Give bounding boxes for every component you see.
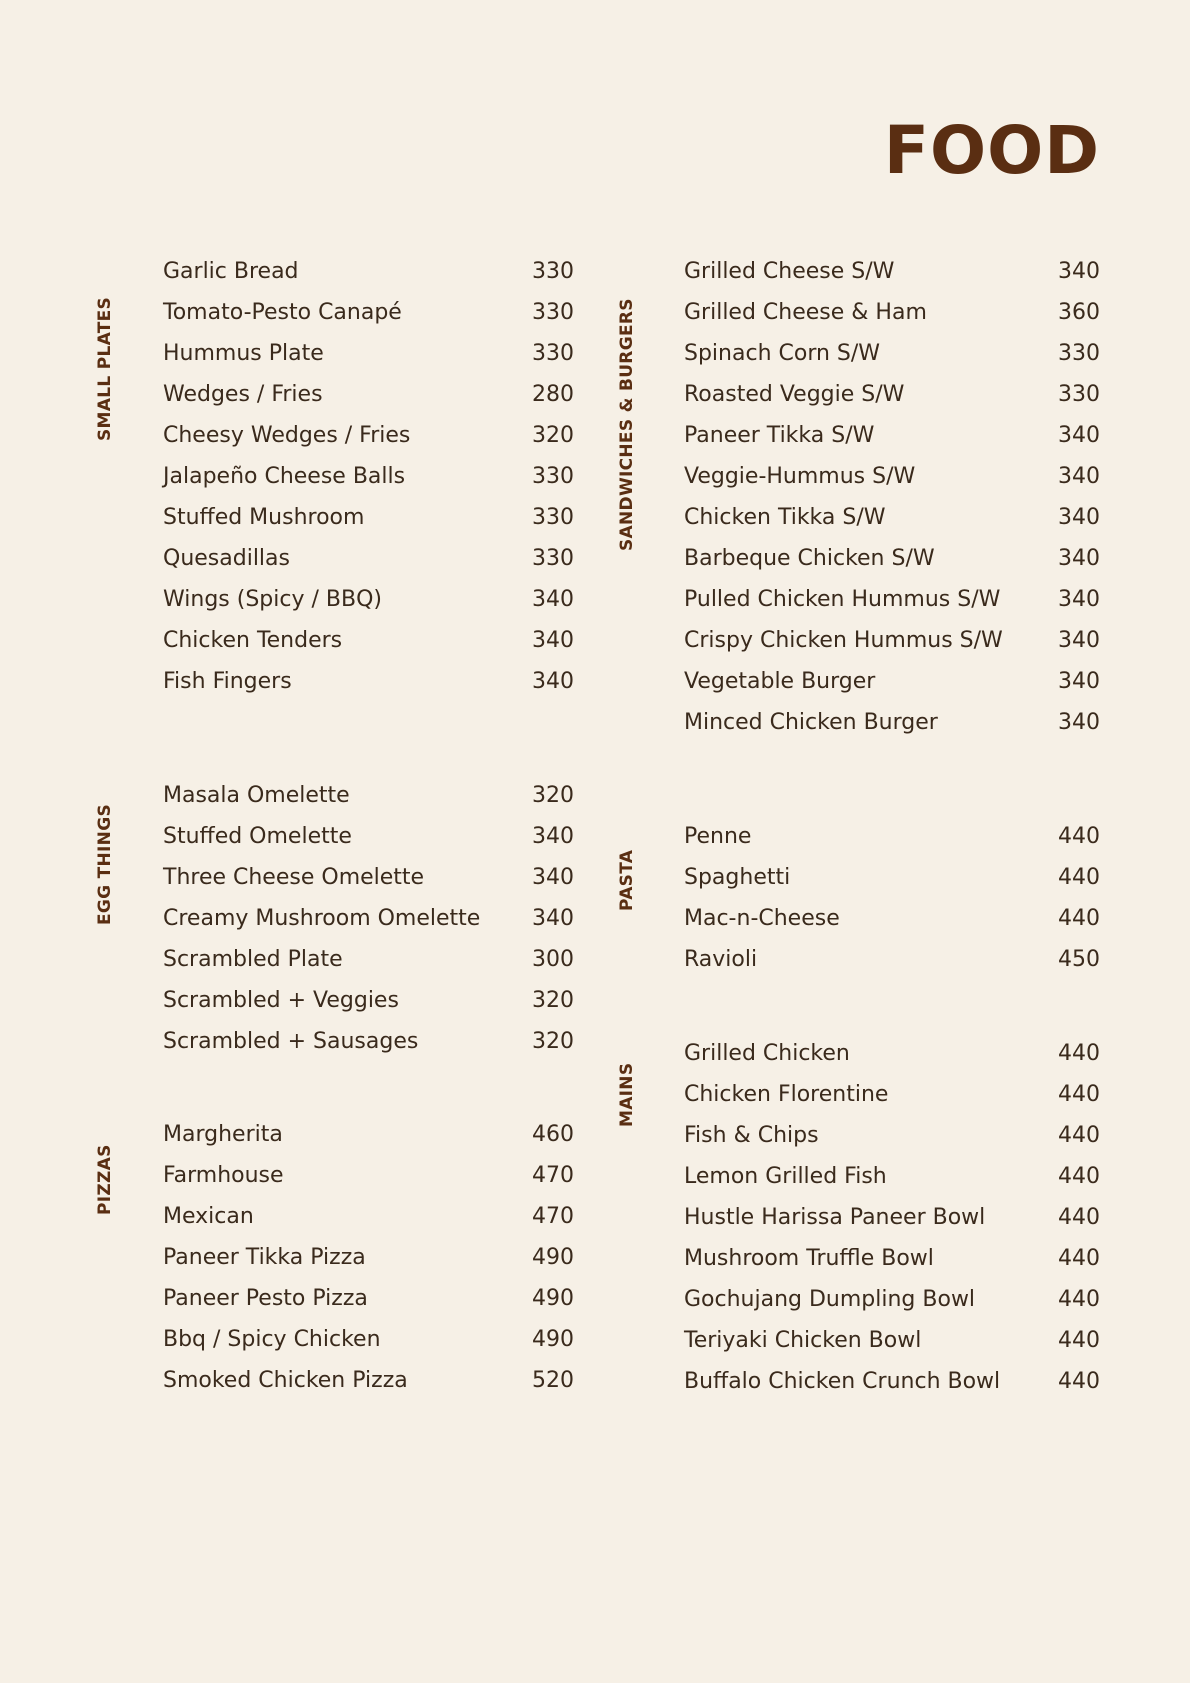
menu-item <box>163 939 574 980</box>
menu-item <box>163 980 574 1021</box>
menu-item-name: Scrambled + Veggies <box>163 988 399 1013</box>
menu-item <box>163 620 574 661</box>
menu-item <box>684 702 1100 743</box>
menu-item <box>163 292 574 333</box>
menu-item-name: Grilled Cheese & Ham <box>684 300 927 325</box>
menu-item-list <box>684 816 1100 980</box>
menu-item-name: Mexican <box>163 1204 254 1229</box>
menu-item-name: Creamy Mushroom Omelette <box>163 906 481 931</box>
menu-item <box>163 857 574 898</box>
menu-item-price: 340 <box>532 824 574 849</box>
menu-item-name: Tomato-Pesto Canapé <box>163 300 402 325</box>
menu-item-list <box>163 1114 574 1401</box>
menu-item-price: 440 <box>1058 824 1100 849</box>
menu-item-name: Jalapeño Cheese Balls <box>163 464 406 489</box>
menu-item-price: 340 <box>532 628 574 653</box>
menu-item-price: 320 <box>532 988 574 1013</box>
menu-item-name: Wings (Spicy / BBQ) <box>163 587 382 612</box>
menu-item-name: Teriyaki Chicken Bowl <box>684 1328 922 1353</box>
menu-item <box>163 456 574 497</box>
menu-item-name: Cheesy Wedges / Fries <box>163 423 411 448</box>
menu-item-name: Smoked Chicken Pizza <box>163 1368 408 1393</box>
menu-item-name: Scrambled + Sausages <box>163 1029 419 1054</box>
section-heading: PASTA <box>617 849 637 911</box>
menu-item-name: Fish Fingers <box>163 669 292 694</box>
menu-item-price: 440 <box>1058 1164 1100 1189</box>
menu-item-price: 330 <box>532 341 574 366</box>
menu-item <box>163 251 574 292</box>
menu-item-name: Barbeque Chicken S/W <box>684 546 935 571</box>
menu-item-price: 440 <box>1058 865 1100 890</box>
menu-item-price: 340 <box>1058 710 1100 735</box>
menu-item <box>163 1196 574 1237</box>
menu-item-price: 520 <box>532 1368 574 1393</box>
menu-item-price: 340 <box>532 906 574 931</box>
menu-item-name: Quesadillas <box>163 546 290 571</box>
menu-item-price: 440 <box>1058 1246 1100 1271</box>
menu-item <box>163 898 574 939</box>
section-heading: SMALL PLATES <box>95 296 115 441</box>
menu-item-price: 320 <box>532 783 574 808</box>
menu-item <box>163 816 574 857</box>
menu-item-price: 340 <box>1058 505 1100 530</box>
menu-item-price: 440 <box>1058 1328 1100 1353</box>
menu-item-name: Minced Chicken Burger <box>684 710 938 735</box>
menu-item-price: 330 <box>532 505 574 530</box>
menu-item-name: Hustle Harissa Paneer Bowl <box>684 1205 986 1230</box>
menu-item-name: Vegetable Burger <box>684 669 876 694</box>
menu-item-name: Paneer Pesto Pizza <box>163 1286 368 1311</box>
menu-item <box>684 661 1100 702</box>
menu-item-name: Scrambled Plate <box>163 947 343 972</box>
menu-item-name: Gochujang Dumpling Bowl <box>684 1287 976 1312</box>
menu-item <box>163 661 574 702</box>
menu-item-name: Masala Omelette <box>163 783 350 808</box>
menu-item <box>163 1237 574 1278</box>
menu-item-price: 300 <box>532 947 574 972</box>
menu-item-price: 340 <box>1058 259 1100 284</box>
menu-item-name: Crispy Chicken Hummus S/W <box>684 628 1003 653</box>
menu-item-price: 470 <box>532 1163 574 1188</box>
menu-item <box>684 456 1100 497</box>
menu-item-price: 460 <box>532 1122 574 1147</box>
menu-item-name: Ravioli <box>684 947 758 972</box>
section-heading: EGG THINGS <box>95 803 115 925</box>
menu-item <box>163 374 574 415</box>
menu-item-name: Garlic Bread <box>163 259 299 284</box>
menu-item-price: 440 <box>1058 1369 1100 1394</box>
menu-item-price: 440 <box>1058 1123 1100 1148</box>
menu-item-name: Buffalo Chicken Crunch Bowl <box>684 1369 1001 1394</box>
menu-item-name: Roasted Veggie S/W <box>684 382 905 407</box>
menu-item-price: 280 <box>532 382 574 407</box>
menu-item <box>684 898 1100 939</box>
menu-item <box>684 1361 1100 1402</box>
menu-item <box>684 333 1100 374</box>
menu-item <box>684 620 1100 661</box>
menu-item-price: 440 <box>1058 1205 1100 1230</box>
menu-item-name: Hummus Plate <box>163 341 324 366</box>
menu-item-list <box>684 1033 1100 1402</box>
menu-item-name: Grilled Cheese S/W <box>684 259 895 284</box>
menu-item-name: Spaghetti <box>684 865 791 890</box>
menu-item-price: 340 <box>1058 464 1100 489</box>
menu-item <box>163 579 574 620</box>
menu-item-price: 440 <box>1058 1082 1100 1107</box>
menu-item-name: Margherita <box>163 1122 283 1147</box>
menu-item-name: Fish & Chips <box>684 1123 819 1148</box>
menu-item-name: Bbq / Spicy Chicken <box>163 1327 381 1352</box>
menu-item-name: Spinach Corn S/W <box>684 341 881 366</box>
menu-item <box>163 1021 574 1062</box>
menu-item-name: Chicken Tikka S/W <box>684 505 886 530</box>
menu-item <box>163 497 574 538</box>
menu-item <box>684 1156 1100 1197</box>
menu-item <box>684 538 1100 579</box>
menu-item-name: Paneer Tikka S/W <box>684 423 875 448</box>
menu-item-name: Three Cheese Omelette <box>163 865 425 890</box>
menu-item-price: 340 <box>1058 628 1100 653</box>
menu-item <box>684 251 1100 292</box>
menu-item-price: 360 <box>1058 300 1100 325</box>
menu-item-list <box>163 775 574 1062</box>
menu-item <box>684 579 1100 620</box>
menu-item-name: Veggie-Hummus S/W <box>684 464 916 489</box>
menu-item <box>684 1279 1100 1320</box>
menu-item-price: 340 <box>1058 546 1100 571</box>
menu-item-price: 330 <box>532 464 574 489</box>
menu-item-price: 440 <box>1058 906 1100 931</box>
menu-item <box>684 1197 1100 1238</box>
menu-item <box>163 775 574 816</box>
menu-item-name: Stuffed Mushroom <box>163 505 365 530</box>
menu-item-name: Stuffed Omelette <box>163 824 352 849</box>
menu-item <box>163 1155 574 1196</box>
menu-item <box>684 816 1100 857</box>
menu-item-price: 320 <box>532 1029 574 1054</box>
menu-item-price: 340 <box>1058 423 1100 448</box>
menu-item <box>684 939 1100 980</box>
menu-item-price: 330 <box>532 546 574 571</box>
menu-item <box>684 1320 1100 1361</box>
menu-item-name: Mushroom Truffle Bowl <box>684 1246 934 1271</box>
menu-item-name: Chicken Florentine <box>684 1082 889 1107</box>
section-heading: MAINS <box>617 1062 637 1127</box>
menu-item <box>684 415 1100 456</box>
menu-item-price: 490 <box>532 1245 574 1270</box>
menu-item <box>163 1360 574 1401</box>
menu-item-list <box>163 251 574 702</box>
menu-item-price: 330 <box>532 259 574 284</box>
section-heading: PIZZAS <box>95 1143 115 1215</box>
menu-item-price: 490 <box>532 1327 574 1352</box>
menu-item <box>163 1319 574 1360</box>
menu-item <box>684 857 1100 898</box>
menu-item <box>684 1074 1100 1115</box>
menu-item-name: Lemon Grilled Fish <box>684 1164 887 1189</box>
menu-item-name: Farmhouse <box>163 1163 284 1188</box>
menu-item <box>163 1278 574 1319</box>
menu-item-price: 450 <box>1058 947 1100 972</box>
menu-item-price: 340 <box>1058 587 1100 612</box>
menu-item-name: Grilled Chicken <box>684 1041 850 1066</box>
menu-item-price: 330 <box>1058 341 1100 366</box>
menu-item-name: Mac-n-Cheese <box>684 906 840 931</box>
menu-item-price: 490 <box>532 1286 574 1311</box>
menu-item-name: Penne <box>684 824 752 849</box>
menu-item-price: 330 <box>532 300 574 325</box>
menu-item <box>163 538 574 579</box>
menu-item <box>684 497 1100 538</box>
menu-item-price: 340 <box>1058 669 1100 694</box>
menu-item-price: 340 <box>532 587 574 612</box>
menu-item-list <box>684 251 1100 743</box>
menu-item-price: 330 <box>1058 382 1100 407</box>
section-heading: SANDWICHES & BURGERS <box>617 297 637 551</box>
page-title: FOOD <box>883 112 1100 189</box>
menu-item <box>684 1238 1100 1279</box>
menu-item <box>684 1115 1100 1156</box>
menu-item <box>684 292 1100 333</box>
menu-item <box>163 333 574 374</box>
menu-item-price: 470 <box>532 1204 574 1229</box>
menu-item-name: Paneer Tikka Pizza <box>163 1245 366 1270</box>
menu-item-name: Chicken Tenders <box>163 628 343 653</box>
menu-item-price: 340 <box>532 669 574 694</box>
menu-item <box>684 374 1100 415</box>
menu-item <box>163 415 574 456</box>
menu-item-price: 340 <box>532 865 574 890</box>
menu-item <box>684 1033 1100 1074</box>
menu-item <box>163 1114 574 1155</box>
menu-item-price: 320 <box>532 423 574 448</box>
menu-item-price: 440 <box>1058 1041 1100 1066</box>
menu-item-price: 440 <box>1058 1287 1100 1312</box>
menu-item-name: Wedges / Fries <box>163 382 323 407</box>
menu-item-name: Pulled Chicken Hummus S/W <box>684 587 1001 612</box>
